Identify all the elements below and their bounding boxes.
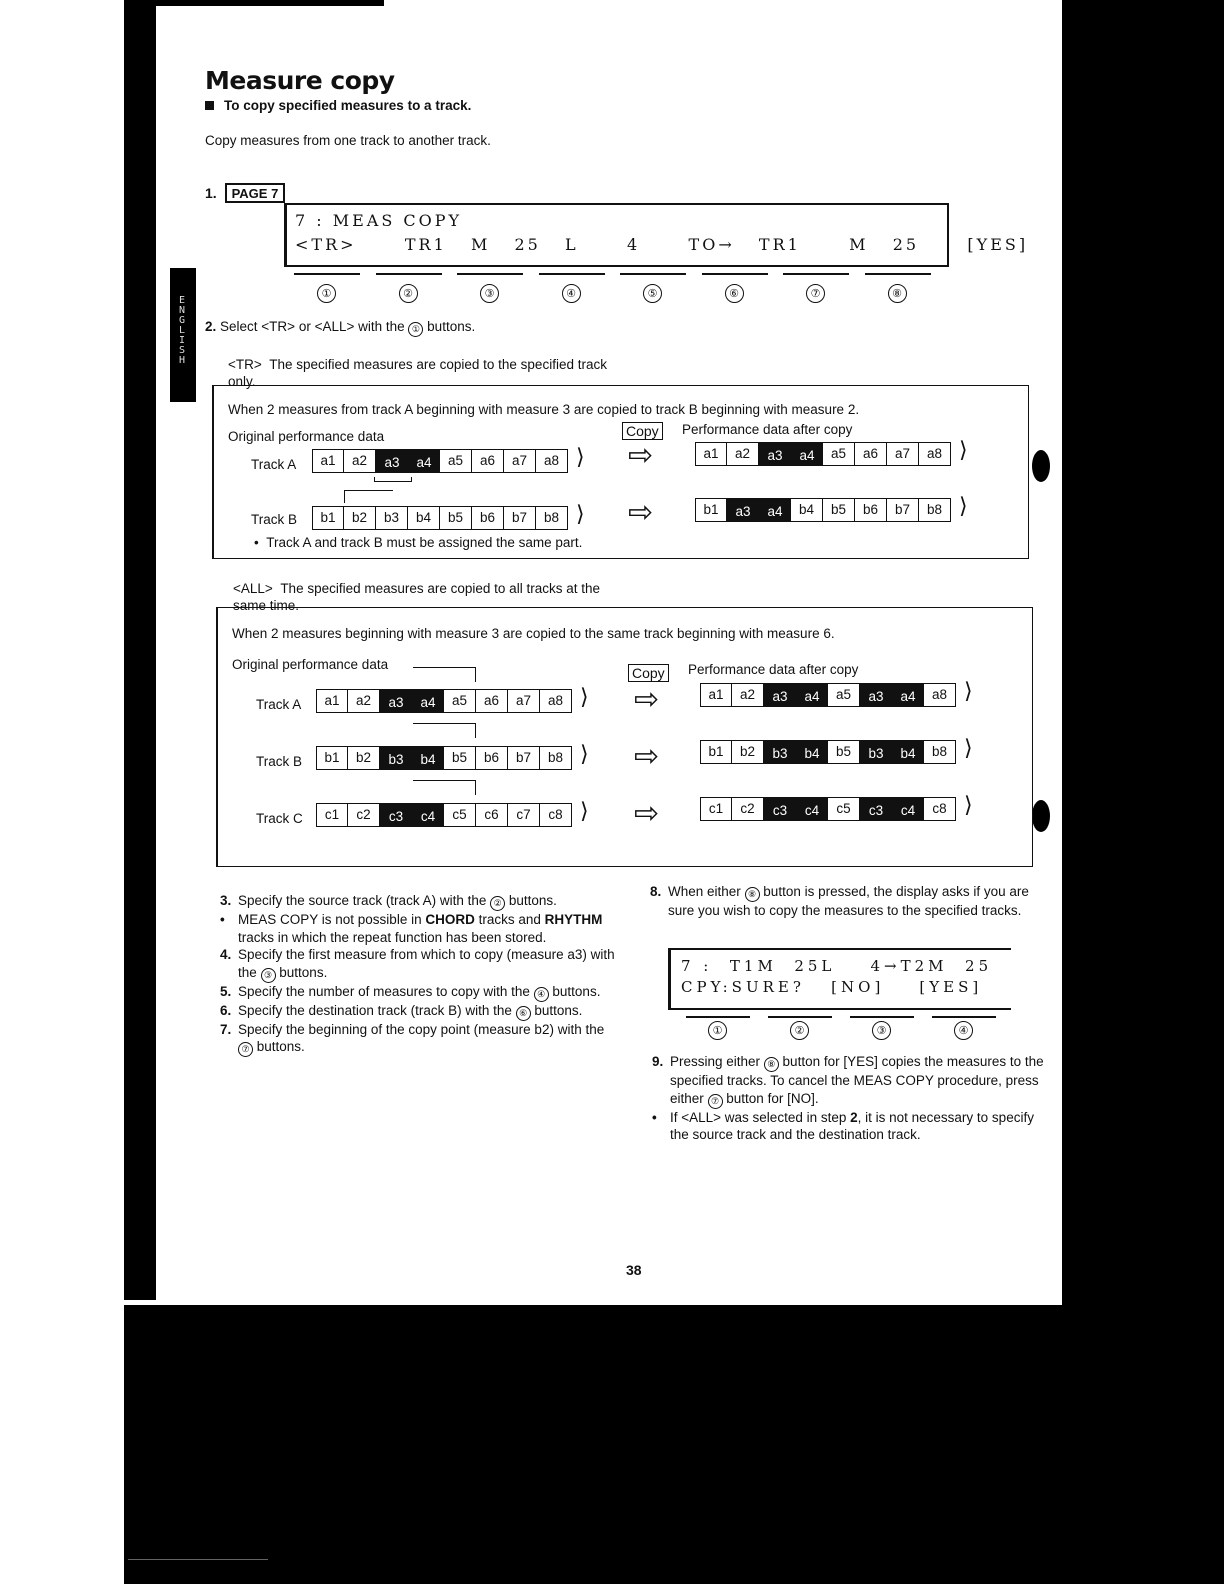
copy-label: Copy (628, 664, 669, 682)
knob-underline (932, 1016, 996, 1018)
measure-cell: c4 (412, 804, 444, 826)
step-3: 3. Specify the source track (track A) with the ② buttons. (220, 892, 615, 911)
knob-underline (865, 273, 931, 275)
copy-target-bracket (413, 667, 476, 682)
knob-number-icon: ④ (954, 1021, 973, 1040)
knob-number-icon: ⑤ (643, 284, 662, 303)
measure-cell: a7 (504, 450, 536, 472)
track-label: Track B (251, 512, 298, 527)
track-measure-row (700, 683, 956, 707)
track-measure-row (316, 689, 572, 713)
track-continues-icon: ⟩ (576, 502, 585, 527)
bullet-note: • If <ALL> was selected in step 2, it is not necessary to specify the source track and the destination track. (652, 1109, 1034, 1142)
measure-cell: b6 (855, 499, 887, 521)
track-label: Track B (256, 754, 303, 769)
measure-cell: c4 (796, 798, 828, 820)
measure-cell: b1 (312, 507, 344, 529)
after-copy-label: Performance data after copy (682, 422, 853, 437)
after-copy-label: Performance data after copy (688, 662, 859, 677)
arrow-right-icon: ⇨ (628, 496, 654, 529)
knob-number-icon: ③ (480, 284, 499, 303)
measure-cell: a3 (764, 684, 796, 706)
knob-number-icon: ① (317, 284, 336, 303)
measure-cell: b8 (536, 507, 568, 529)
measure-cell: b3 (860, 741, 892, 763)
measure-cell: a2 (348, 690, 380, 712)
measure-cell: a6 (472, 450, 504, 472)
knob-number-icon: ④ (562, 284, 581, 303)
measure-cell: a1 (316, 690, 348, 712)
measure-cell: a7 (887, 443, 919, 465)
knob-number-icon: ⑦ (238, 1042, 253, 1057)
copy-target-bracket (344, 490, 393, 503)
step-1: 1. PAGE 7 (205, 183, 285, 203)
measure-cell: a2 (732, 684, 764, 706)
track-continues-icon: ⟩ (959, 494, 968, 519)
measure-cell: c4 (892, 798, 924, 820)
measure-cell: c6 (476, 804, 508, 826)
knob-number-icon: ② (790, 1021, 809, 1040)
measure-cell: b5 (823, 499, 855, 521)
all-mode-description: <ALL> The specified measures are copied to all tracks at the same time. (233, 581, 600, 613)
track-continues-icon: ⟩ (964, 793, 973, 818)
measure-cell: b6 (476, 747, 508, 769)
square-bullet-icon (205, 101, 214, 110)
knob-number-icon: ⑥ (516, 1006, 531, 1021)
measure-cell: b8 (919, 499, 951, 521)
knob-number-icon: ③ (872, 1021, 891, 1040)
track-measure-row (316, 803, 572, 827)
measure-cell: c2 (732, 798, 764, 820)
step-2: 2. Select <TR> or <ALL> with the ① buttons. (205, 319, 475, 337)
measure-cell: a2 (344, 450, 376, 472)
measure-cell: c2 (348, 804, 380, 826)
knob-underline (376, 273, 442, 275)
measure-cell: a5 (440, 450, 472, 472)
measure-cell: a1 (312, 450, 344, 472)
page-number: 38 (626, 1262, 642, 1278)
measure-cell: b3 (376, 507, 408, 529)
scan-border-left (124, 0, 156, 1300)
measure-cell: a4 (759, 499, 791, 521)
lcd-line-2: <TR> TR1 M 25 L 4 TO→ TR1 M 25 [YES] (295, 235, 1029, 254)
measure-cell: a5 (444, 690, 476, 712)
arrow-right-icon: ⇨ (634, 740, 660, 773)
track-continues-icon: ⟩ (580, 742, 589, 767)
track-label: Track A (256, 697, 302, 712)
measure-cell: a4 (796, 684, 828, 706)
language-side-tab (170, 268, 196, 402)
lcd-display-confirm (668, 948, 1011, 1010)
measure-cell: a3 (759, 443, 791, 465)
knob-underline (702, 273, 768, 275)
steps-9-notes (652, 1053, 1047, 1144)
lcd-line-1: 7 : T1M 25L 4→T2M 25 (681, 957, 993, 975)
side-tab-text: E N G L I S H (178, 295, 186, 366)
knob-underline (457, 273, 523, 275)
lcd-line-2: CPY:SURE? [NO] [YES] (681, 978, 983, 996)
knob-number-icon: ② (490, 896, 505, 911)
measure-cell: a3 (380, 690, 412, 712)
steps-3-to-7 (220, 892, 615, 1057)
knob-underline (783, 273, 849, 275)
track-measure-row (700, 797, 956, 821)
track-measure-row (312, 449, 568, 473)
measure-cell: b4 (892, 741, 924, 763)
measure-cell: a6 (855, 443, 887, 465)
step-9: 9. Pressing either ⑧ button for [YES] copies the measures to the specified tracks. To cancel the MEAS COPY procedure, press either ⑦ button for [NO]. (652, 1053, 1047, 1109)
example-caption: When 2 measures from track A beginning with measure 3 are copied to track B beginning with measure 2. (228, 402, 860, 417)
knob-underline (686, 1016, 750, 1018)
measure-cell: b6 (472, 507, 504, 529)
measure-cell: b3 (380, 747, 412, 769)
page-title: Measure copy (205, 66, 395, 95)
original-data-label: Original performance data (228, 429, 385, 444)
track-measure-row (695, 442, 951, 466)
page7-button-label: PAGE 7 (225, 183, 286, 203)
measure-cell: a8 (924, 684, 956, 706)
scan-artifact-line (128, 1559, 268, 1560)
step-5: 5. Specify the number of measures to copy with the ④ buttons. (220, 983, 615, 1002)
step-7: 7. Specify the beginning of the copy point (measure b2) with the ⑦ buttons. (220, 1021, 615, 1058)
measure-cell: a4 (408, 450, 440, 472)
measure-cell: b4 (796, 741, 828, 763)
measure-cell: b1 (695, 499, 727, 521)
arrow-right-icon: ⇨ (634, 683, 660, 716)
bullet-note: • MEAS COPY is not possible in CHORD tracks and RHYTHM tracks in which the repeat function has been stored. (220, 912, 603, 945)
track-label: Track A (251, 457, 297, 472)
measure-cell: b8 (540, 747, 572, 769)
measure-cell: a3 (860, 684, 892, 706)
lcd-line-1: 7 : MEAS COPY (295, 211, 463, 230)
track-continues-icon: ⟩ (959, 438, 968, 463)
knob-underline (850, 1016, 914, 1018)
measure-cell: b4 (412, 747, 444, 769)
step-8: 8. When either ⑧ button is pressed, the display asks if you are sure you wish to copy the measures to the specified tracks. (650, 884, 1029, 918)
knob-underline (294, 273, 360, 275)
measure-cell: a8 (919, 443, 951, 465)
measure-cell: b7 (887, 499, 919, 521)
measure-cell: c1 (316, 804, 348, 826)
measure-cell: b4 (791, 499, 823, 521)
track-label: Track C (256, 811, 303, 826)
measure-cell: c3 (380, 804, 412, 826)
measure-cell: c8 (540, 804, 572, 826)
measure-cell: a2 (727, 443, 759, 465)
measure-cell: a5 (823, 443, 855, 465)
copy-label: Copy (622, 422, 663, 440)
measure-cell: c3 (764, 798, 796, 820)
knob-underline (768, 1016, 832, 1018)
knob-number-icon: ④ (534, 987, 549, 1002)
measure-cell: c3 (860, 798, 892, 820)
knob-number-icon: ① (708, 1021, 727, 1040)
knob-number-icon: ⑦ (708, 1094, 723, 1109)
track-measure-row (695, 498, 951, 522)
knob-number-icon: ⑧ (888, 284, 907, 303)
measure-cell: a4 (791, 443, 823, 465)
measure-cell: c8 (924, 798, 956, 820)
measure-cell: a8 (536, 450, 568, 472)
measure-cell: a1 (700, 684, 732, 706)
measure-cell: a4 (412, 690, 444, 712)
track-measure-row (312, 506, 568, 530)
track-continues-icon: ⟩ (580, 799, 589, 824)
measure-cell: b2 (348, 747, 380, 769)
measure-cell: b8 (924, 741, 956, 763)
measure-cell: c1 (700, 798, 732, 820)
track-continues-icon: ⟩ (964, 736, 973, 761)
measure-cell: a5 (828, 684, 860, 706)
steps-8-9 (650, 883, 1045, 920)
measure-cell: a1 (695, 443, 727, 465)
knob-underline (539, 273, 605, 275)
measure-cell: a3 (727, 499, 759, 521)
measure-cell: a6 (476, 690, 508, 712)
track-measure-row (700, 740, 956, 764)
copy-target-bracket (413, 723, 476, 738)
measure-cell: b3 (764, 741, 796, 763)
measure-cell: b4 (408, 507, 440, 529)
track-measure-row (316, 746, 572, 770)
measure-cell: b5 (440, 507, 472, 529)
example-caption: When 2 measures beginning with measure 3 are copied to the same track beginning with measure 6. (232, 626, 835, 641)
measure-cell: a8 (540, 690, 572, 712)
measure-cell: c5 (444, 804, 476, 826)
scan-border-top (124, 0, 384, 6)
step-6: 6. Specify the destination track (track B) with the ⑥ buttons. (220, 1002, 615, 1021)
original-data-label: Original performance data (232, 657, 389, 672)
lcd-display-meas-copy (284, 203, 1029, 267)
knob-number-icon: ⑧ (764, 1057, 779, 1072)
measure-cell: b1 (316, 747, 348, 769)
note-bullet: • Track A and track B must be assigned the same part. (254, 535, 583, 550)
binding-hole (1032, 800, 1050, 832)
knob-number-icon: ③ (261, 968, 276, 983)
arrow-right-icon: ⇨ (628, 439, 654, 472)
measure-cell: b2 (732, 741, 764, 763)
binding-hole (1032, 450, 1050, 482)
knob-number-icon: ② (399, 284, 418, 303)
knob-underline (620, 273, 686, 275)
measure-cell: b5 (444, 747, 476, 769)
intro-text: Copy measures from one track to another track. (205, 133, 491, 148)
knob-number-icon: ⑦ (806, 284, 825, 303)
measure-cell: a7 (508, 690, 540, 712)
measure-cell: c5 (828, 798, 860, 820)
knob-number-icon: ① (408, 322, 423, 337)
track-continues-icon: ⟩ (580, 685, 589, 710)
track-continues-icon: ⟩ (964, 679, 973, 704)
measure-cell: b5 (828, 741, 860, 763)
copy-source-bracket (374, 477, 412, 482)
tr-mode-description: <TR> The specified measures are copied to the specified track only. (228, 357, 607, 389)
track-continues-icon: ⟩ (576, 445, 585, 470)
copy-target-bracket (413, 780, 476, 795)
example-track-copy (212, 385, 1029, 559)
scan-border-bottom (124, 1305, 1224, 1584)
measure-cell: c7 (508, 804, 540, 826)
measure-cell: b2 (344, 507, 376, 529)
section-subtitle: To copy specified measures to a track. (205, 98, 471, 113)
measure-cell: b7 (508, 747, 540, 769)
arrow-right-icon: ⇨ (634, 797, 660, 830)
knob-number-icon: ⑥ (725, 284, 744, 303)
knob-number-icon: ⑧ (745, 887, 760, 902)
measure-cell: b1 (700, 741, 732, 763)
measure-cell: a3 (376, 450, 408, 472)
measure-cell: a4 (892, 684, 924, 706)
measure-cell: b7 (504, 507, 536, 529)
example-all-tracks-copy (216, 607, 1033, 867)
step-4: 4. Specify the first measure from which to copy (measure a3) with the ③ buttons. (220, 946, 615, 983)
